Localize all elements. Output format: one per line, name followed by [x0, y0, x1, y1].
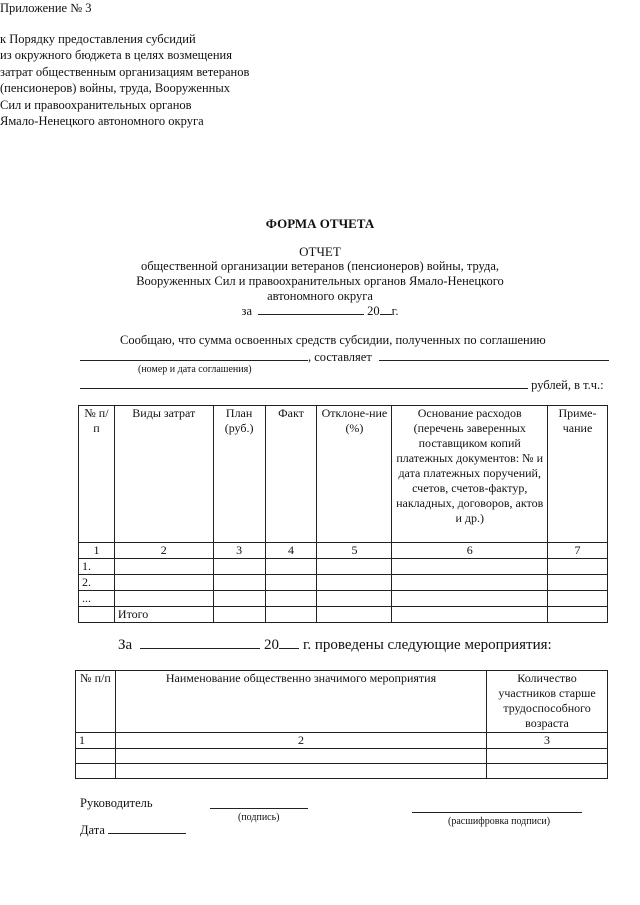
signature-line[interactable] — [210, 808, 308, 809]
appendix-line: Ямало-Ненецкого автономного округа — [0, 114, 204, 128]
period-year-blank[interactable] — [380, 314, 392, 315]
decode-line[interactable] — [412, 812, 582, 813]
column-number-row — [79, 543, 608, 559]
events-header-row — [76, 671, 608, 733]
row-number: 1. — [79, 559, 115, 575]
period-suffix: г. — [391, 304, 399, 318]
appendix-line: к Порядку предоставления субсидий — [0, 31, 196, 46]
table-row — [79, 575, 608, 591]
decode-hint: (расшифровка подписи) — [448, 816, 551, 827]
column-number-row — [76, 733, 608, 749]
header-cell: Наименование общественно значимого мероприятия — [115, 671, 486, 733]
date-blank[interactable] — [108, 833, 186, 834]
table-cell[interactable] — [114, 591, 213, 607]
table-cell[interactable] — [548, 559, 608, 575]
table-cell[interactable] — [487, 764, 608, 779]
header-cell: № п/п — [76, 671, 116, 733]
signature-hint: (подпись) — [238, 812, 280, 823]
table-cell[interactable] — [213, 607, 265, 623]
agreement-hint: (номер и дата соглашения) — [138, 364, 252, 375]
period-blank[interactable] — [258, 314, 364, 315]
column-number: 1 — [76, 733, 116, 749]
column-number: 6 — [392, 543, 548, 559]
table-cell[interactable] — [392, 559, 548, 575]
table-cell[interactable] — [115, 764, 486, 779]
total-row — [79, 607, 608, 623]
column-number: 7 — [548, 543, 608, 559]
statement-text: Сообщаю, что сумма освоенных средств субсидии, полученных по соглашению — [120, 333, 546, 347]
column-number: 1 — [79, 543, 115, 559]
table-cell[interactable] — [115, 749, 486, 764]
report-line: общественной организации ветеранов (пенсионеров) войны, труда, — [140, 259, 500, 273]
header-cell: Приме-чание — [548, 406, 608, 543]
currency-row — [80, 378, 604, 393]
date-label: Дата — [80, 823, 105, 837]
currency-label: рублей, в т.ч.: — [531, 378, 604, 392]
table-cell[interactable] — [76, 749, 116, 764]
form-title: ФОРМА ОТЧЕТА — [265, 216, 375, 231]
events-suffix: г. проведены следующие мероприятия: — [302, 637, 552, 653]
appendix-line: (пенсионеров) войны, труда, Вооруженных — [0, 81, 230, 95]
table-cell[interactable] — [114, 575, 213, 591]
table-cell[interactable] — [392, 591, 548, 607]
date-row — [80, 823, 186, 838]
header-cell: Факт — [265, 406, 317, 543]
column-number: 5 — [317, 543, 392, 559]
table-cell[interactable] — [317, 559, 392, 575]
table-cell[interactable] — [392, 607, 548, 623]
report-title: ОТЧЕТ — [299, 244, 341, 259]
appendix-line: затрат общественным организациям ветеранов — [0, 64, 250, 79]
period-prefix: за — [241, 304, 253, 318]
appendix-block — [0, 0, 640, 130]
table-cell[interactable] — [265, 591, 317, 607]
events-prefix: За — [118, 637, 133, 653]
table-cell[interactable] — [265, 559, 317, 575]
table-cell[interactable] — [213, 591, 265, 607]
expense-table — [78, 405, 608, 623]
header-cell: План (руб.) — [213, 406, 265, 543]
amount-label: , составляет — [308, 350, 372, 364]
appendix-title: Приложение № 3 — [0, 1, 92, 15]
table-cell[interactable] — [548, 607, 608, 623]
row-number: 2. — [79, 575, 115, 591]
expense-header-row — [79, 406, 608, 543]
report-line: Вооруженных Сил и правоохранительных органов Ямало-Ненецкого — [136, 274, 504, 288]
sum-blank[interactable] — [80, 388, 528, 389]
column-number: 2 — [115, 733, 486, 749]
header-cell: № п/п — [79, 406, 115, 543]
column-number: 2 — [114, 543, 213, 559]
report-line: автономного округа — [267, 289, 373, 303]
column-number: 3 — [487, 733, 608, 749]
table-cell[interactable] — [548, 575, 608, 591]
events-heading — [118, 637, 552, 654]
table-cell[interactable] — [487, 749, 608, 764]
report-period — [0, 304, 640, 319]
header-cell: Отклоне-ние (%) — [317, 406, 392, 543]
table-cell[interactable] — [317, 591, 392, 607]
appendix-line: Сил и правоохранительных органов — [0, 97, 192, 112]
events-period-blank[interactable] — [140, 648, 260, 649]
table-cell[interactable] — [76, 764, 116, 779]
amount-blank[interactable] — [379, 360, 609, 361]
events-year: 20 — [263, 637, 279, 653]
header-cell: Количество участников старше трудоспособного возраста — [487, 671, 608, 733]
column-number: 4 — [265, 543, 317, 559]
events-year-blank[interactable] — [279, 648, 299, 649]
table-cell[interactable] — [392, 575, 548, 591]
row-number: ... — [79, 591, 115, 607]
report-subtitle — [0, 259, 640, 304]
agreement-blank[interactable] — [80, 360, 308, 361]
total-label: Итого — [114, 607, 213, 623]
table-cell[interactable] — [265, 575, 317, 591]
table-row — [76, 749, 608, 764]
table-cell[interactable] — [213, 559, 265, 575]
table-cell — [79, 607, 115, 623]
table-row — [79, 591, 608, 607]
table-row — [76, 764, 608, 779]
table-cell[interactable] — [114, 559, 213, 575]
table-row — [79, 559, 608, 575]
table-cell[interactable] — [265, 607, 317, 623]
table-cell[interactable] — [317, 607, 392, 623]
appendix-line: из окружного бюджета в целях возмещения — [0, 48, 232, 62]
table-cell[interactable] — [213, 575, 265, 591]
header-cell: Основание расходов (перечень заверенных поставщиком копий платежных документов: № и дата платежных поручений, счетов, счетов-фактур, накладных, договоров, актов и др.) — [392, 406, 548, 543]
statement-amount-row — [80, 350, 609, 365]
events-table — [75, 670, 608, 779]
header-cell: Виды затрат — [114, 406, 213, 543]
head-label: Руководитель — [80, 796, 153, 810]
period-year: 20 — [367, 304, 380, 318]
column-number: 3 — [213, 543, 265, 559]
table-cell[interactable] — [317, 575, 392, 591]
table-cell[interactable] — [548, 591, 608, 607]
